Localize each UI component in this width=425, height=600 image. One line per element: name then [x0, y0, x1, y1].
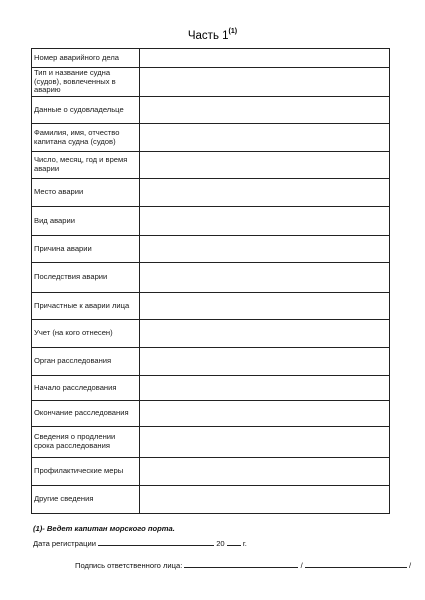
accident-form-table: [31, 48, 390, 514]
form-row: [32, 458, 390, 486]
document-title: [0, 29, 425, 42]
form-row: [32, 320, 390, 348]
form-row-label: Тип и название судна (судов), вовлеченных в аварию: [32, 68, 140, 97]
form-row: [32, 486, 390, 514]
footnote: (1)- Ведет капитан морского порта.: [33, 524, 175, 533]
form-row-label: Сведения о продлении срока расследования: [32, 427, 140, 458]
form-row-value[interactable]: [140, 401, 390, 427]
form-row-value[interactable]: [140, 293, 390, 320]
registration-year-field[interactable]: [227, 538, 241, 546]
form-row: [32, 49, 390, 68]
signature-separator: /: [300, 561, 303, 570]
form-row-label: Причина аварии: [32, 236, 140, 263]
form-row-label: Последствия аварии: [32, 263, 140, 293]
form-row-value[interactable]: [140, 376, 390, 401]
form-row: [32, 293, 390, 320]
form-row-label: Другие сведения: [32, 486, 140, 514]
form-table-body: [32, 49, 390, 514]
form-row-value[interactable]: [140, 458, 390, 486]
registration-year-suffix: г.: [242, 539, 247, 548]
form-row-value[interactable]: [140, 49, 390, 68]
form-row: [32, 179, 390, 207]
form-row-value[interactable]: [140, 152, 390, 179]
form-row-label: Фамилия, имя, отчество капитана судна (судов): [32, 124, 140, 152]
form-row: [32, 427, 390, 458]
form-row-value[interactable]: [140, 320, 390, 348]
registration-label: Дата регистрации: [33, 539, 96, 548]
registration-date-field[interactable]: [98, 538, 214, 546]
form-row-label: Профилактические меры: [32, 458, 140, 486]
form-row-label: Окончание расследования: [32, 401, 140, 427]
form-row: [32, 97, 390, 124]
form-row: [32, 236, 390, 263]
form-row: [32, 401, 390, 427]
form-row: [32, 376, 390, 401]
title-footnote-mark: (1): [228, 28, 238, 35]
form-row-label: Орган расследования: [32, 348, 140, 376]
title-text: Часть 1: [187, 29, 229, 42]
form-row: [32, 152, 390, 179]
form-row-label: Номер аварийного дела: [32, 49, 140, 68]
form-row-label: Число, месяц, год и время аварии: [32, 152, 140, 179]
form-row-label: Данные о судовладельце: [32, 97, 140, 124]
form-row-label: Учет (на кого отнесен): [32, 320, 140, 348]
form-row-value[interactable]: [140, 179, 390, 207]
form-row: [32, 348, 390, 376]
form-row-value[interactable]: [140, 207, 390, 236]
form-row-label: Начало расследования: [32, 376, 140, 401]
form-row-label: Вид аварии: [32, 207, 140, 236]
form-row-value[interactable]: [140, 97, 390, 124]
signature-label: Подпись ответственного лица:: [75, 561, 183, 570]
form-row-value[interactable]: [140, 486, 390, 514]
registration-year-prefix: 20: [216, 539, 225, 548]
form-row: [32, 263, 390, 293]
form-row-value[interactable]: [140, 348, 390, 376]
signature-end: /: [408, 561, 412, 570]
form-row-label: Причастные к аварии лица: [32, 293, 140, 320]
signature-field[interactable]: [184, 560, 298, 568]
form-row-value[interactable]: [140, 427, 390, 458]
registration-line: [33, 538, 247, 548]
form-row: [32, 68, 390, 97]
form-row-value[interactable]: [140, 263, 390, 293]
form-row-value[interactable]: [140, 68, 390, 97]
signature-line: [75, 560, 411, 570]
form-row: [32, 124, 390, 152]
form-row: [32, 207, 390, 236]
form-row-value[interactable]: [140, 124, 390, 152]
form-row-value[interactable]: [140, 236, 390, 263]
signature-name-field[interactable]: [305, 560, 407, 568]
form-row-label: Место аварии: [32, 179, 140, 207]
